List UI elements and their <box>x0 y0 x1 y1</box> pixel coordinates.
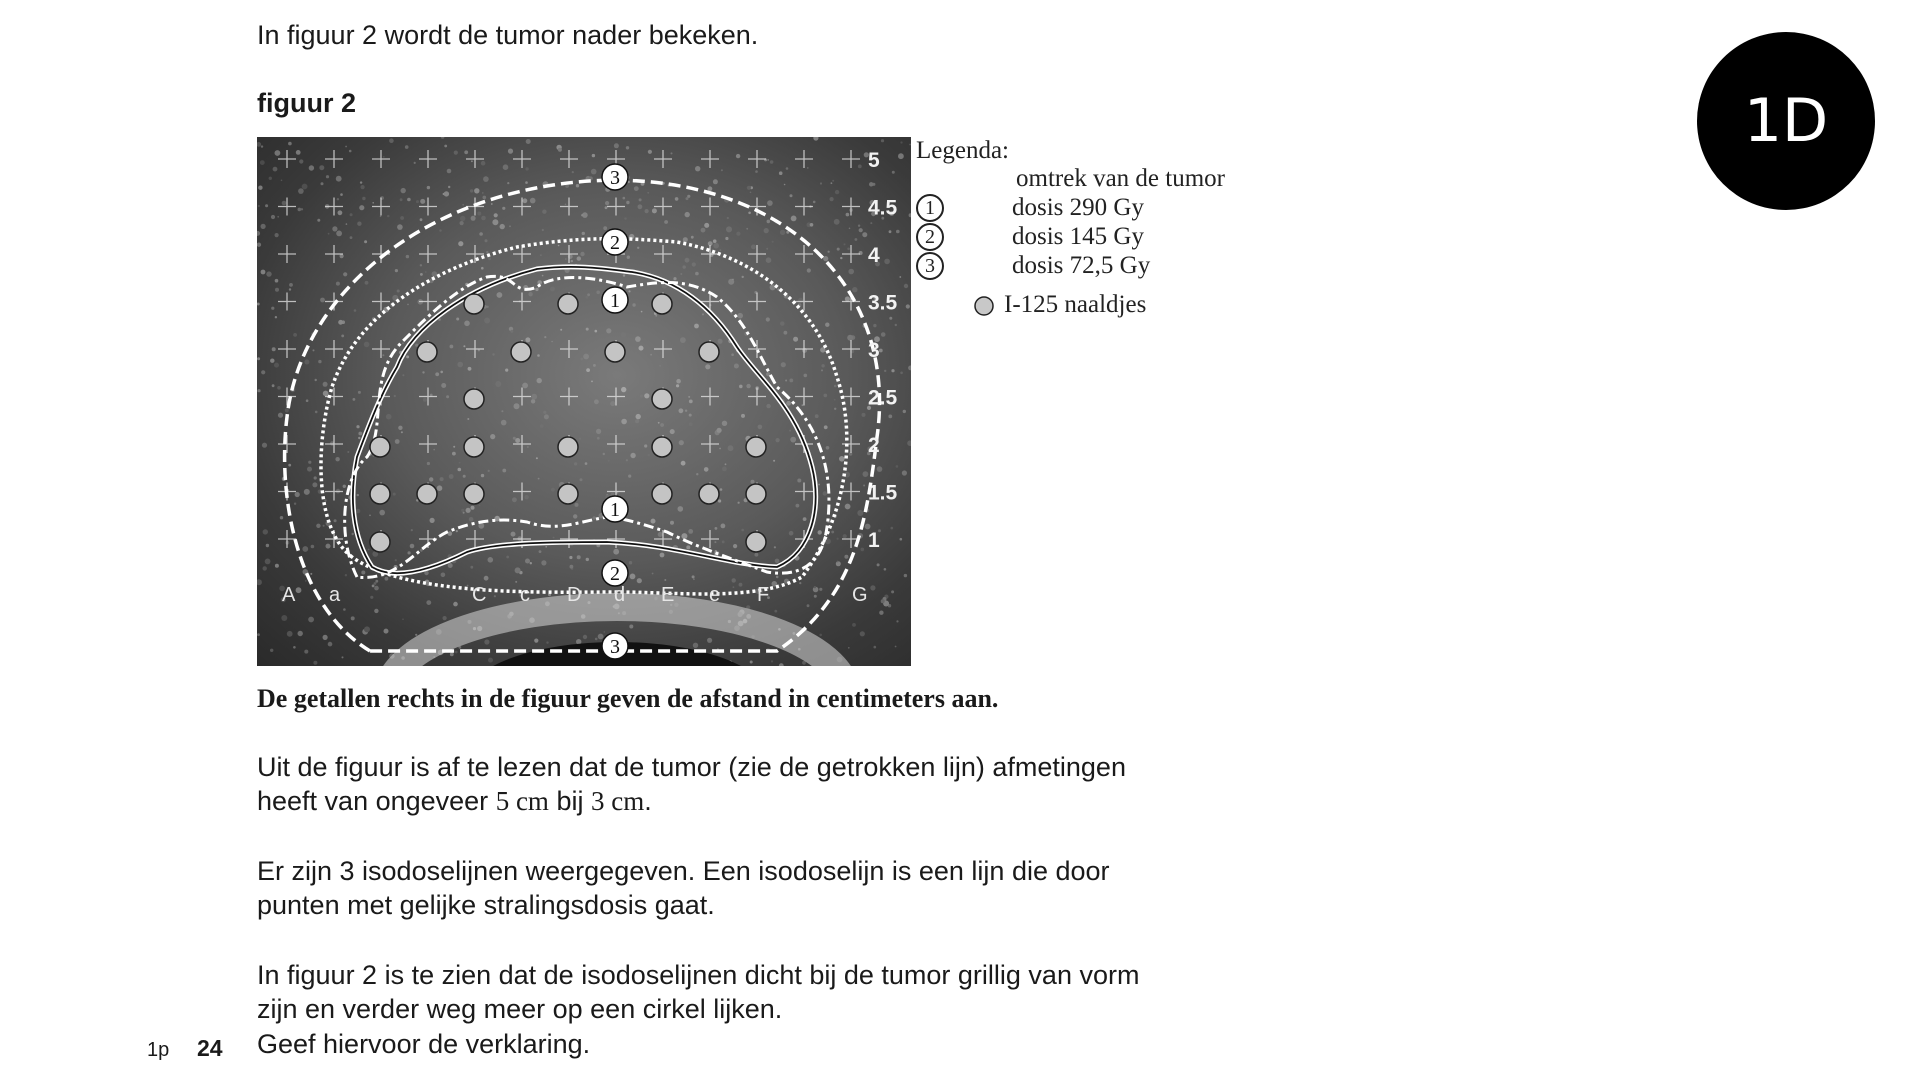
scale-label: 2 <box>868 434 880 457</box>
intro-text: In figuur 2 wordt de tumor nader bekeken. <box>257 20 759 50</box>
bottom-letter: F <box>757 584 770 606</box>
contour-marker <box>602 633 628 659</box>
figure-graphic <box>257 137 911 666</box>
ultrasound-speckle <box>257 137 911 666</box>
needle-marker <box>652 484 672 504</box>
dimension-2: 3 cm <box>590 786 645 816</box>
paragraph-observation-line2: zijn en verder weg meer op een cirkel lijken. <box>257 994 783 1024</box>
tumor-outline <box>353 267 816 573</box>
scale-label: 5 <box>868 149 880 172</box>
scale-label: 3.5 <box>868 291 898 315</box>
needle-marker <box>370 437 390 457</box>
legend-number-2: 2 <box>916 223 944 251</box>
paragraph-isodose-line2: punten met gelijke stralingsdosis gaat. <box>257 890 715 920</box>
scale-label: 2.5 <box>868 386 898 410</box>
contour-marker <box>602 560 628 586</box>
svg-text:1: 1 <box>610 499 620 521</box>
needle-marker <box>746 532 766 552</box>
needle-marker <box>746 484 766 504</box>
question-number: 24 <box>197 1035 223 1061</box>
needle-marker <box>464 437 484 457</box>
bottom-letter: G <box>852 584 868 606</box>
needle-marker <box>370 484 390 504</box>
paragraph-dimensions-line1: Uit de figuur is af te lezen dat de tumor (zie de getrokken lijn) afmetingen <box>257 752 1126 782</box>
legend-title: Legenda: <box>916 137 1010 164</box>
scale-label: 1.5 <box>868 481 898 505</box>
needle-marker <box>558 484 578 504</box>
needle-marker <box>605 342 625 362</box>
paragraph-dimensions-line2: heeft van ongeveer 5 cm bij 3 cm. <box>257 786 652 816</box>
needle-dot-icon <box>972 294 996 318</box>
slide-badge: 1D <box>1697 32 1875 210</box>
needle-marker <box>464 294 484 314</box>
legend: Legenda: omtrek van de tumor 1 dosis 290 Gy 2 dosis 145 Gy 3 dosis 72,5 Gy I-125 naaldjes <box>916 137 1225 318</box>
needle-marker <box>652 294 672 314</box>
needle-marker <box>652 437 672 457</box>
needle-marker <box>417 484 437 504</box>
paragraph-isodose-line1: Er zijn 3 isodoselijnen weergegeven. Een isodoselijn is een lijn die door <box>257 856 1110 886</box>
contour-marker <box>602 229 628 255</box>
question-points: 1p <box>147 1039 170 1061</box>
needle-marker <box>464 389 484 409</box>
figure-caption: De getallen rechts in de figuur geven de afstand in centimeters aan. <box>257 684 999 713</box>
needle-markers <box>370 294 766 552</box>
dimension-1: 5 cm <box>495 786 549 816</box>
needle-marker <box>652 389 672 409</box>
contour-marker <box>602 164 628 190</box>
bottom-letter: C <box>472 584 487 606</box>
bottom-letter: E <box>661 584 675 606</box>
bottom-letter: d <box>614 584 626 606</box>
bottom-letter: A <box>282 584 296 606</box>
scale-labels <box>868 149 898 552</box>
needle-marker <box>464 484 484 504</box>
question-text: Geef hiervoor de verklaring. <box>257 1029 591 1059</box>
contour-marker <box>602 287 628 313</box>
needle-marker <box>699 342 719 362</box>
bottom-letter: a <box>329 584 341 606</box>
contour-marker <box>602 496 628 522</box>
paragraph-observation-line1: In figuur 2 is te zien dat de isodoselijnen dicht bij de tumor grillig van vorm <box>257 960 1140 990</box>
svg-text:3: 3 <box>610 636 620 658</box>
ultrasound-figure <box>257 137 911 666</box>
paragraph-isodose <box>257 854 1257 922</box>
bottom-letters <box>282 584 868 606</box>
scale-label: 3 <box>868 339 880 362</box>
legend-number-3: 3 <box>916 252 944 280</box>
needle-marker <box>558 437 578 457</box>
scale-label: 4.5 <box>868 196 898 220</box>
needle-marker <box>417 342 437 362</box>
needle-marker <box>746 437 766 457</box>
needle-marker <box>511 342 531 362</box>
paragraph-dimensions <box>257 750 1257 818</box>
needle-marker <box>558 294 578 314</box>
svg-text:2: 2 <box>610 232 620 254</box>
bottom-letter: c <box>520 584 530 606</box>
paragraph-observation <box>257 958 1257 1026</box>
figure-title: figuur 2 <box>257 88 356 118</box>
svg-text:2: 2 <box>610 563 620 585</box>
needle-marker <box>699 484 719 504</box>
scale-label: 1 <box>868 529 880 552</box>
svg-text:1: 1 <box>610 290 620 312</box>
bottom-letter: D <box>567 584 582 606</box>
bottom-letter: e <box>709 584 721 606</box>
svg-text:3: 3 <box>610 167 620 189</box>
needle-marker <box>370 532 390 552</box>
scale-label: 4 <box>868 244 880 267</box>
legend-number-1: 1 <box>916 194 944 222</box>
